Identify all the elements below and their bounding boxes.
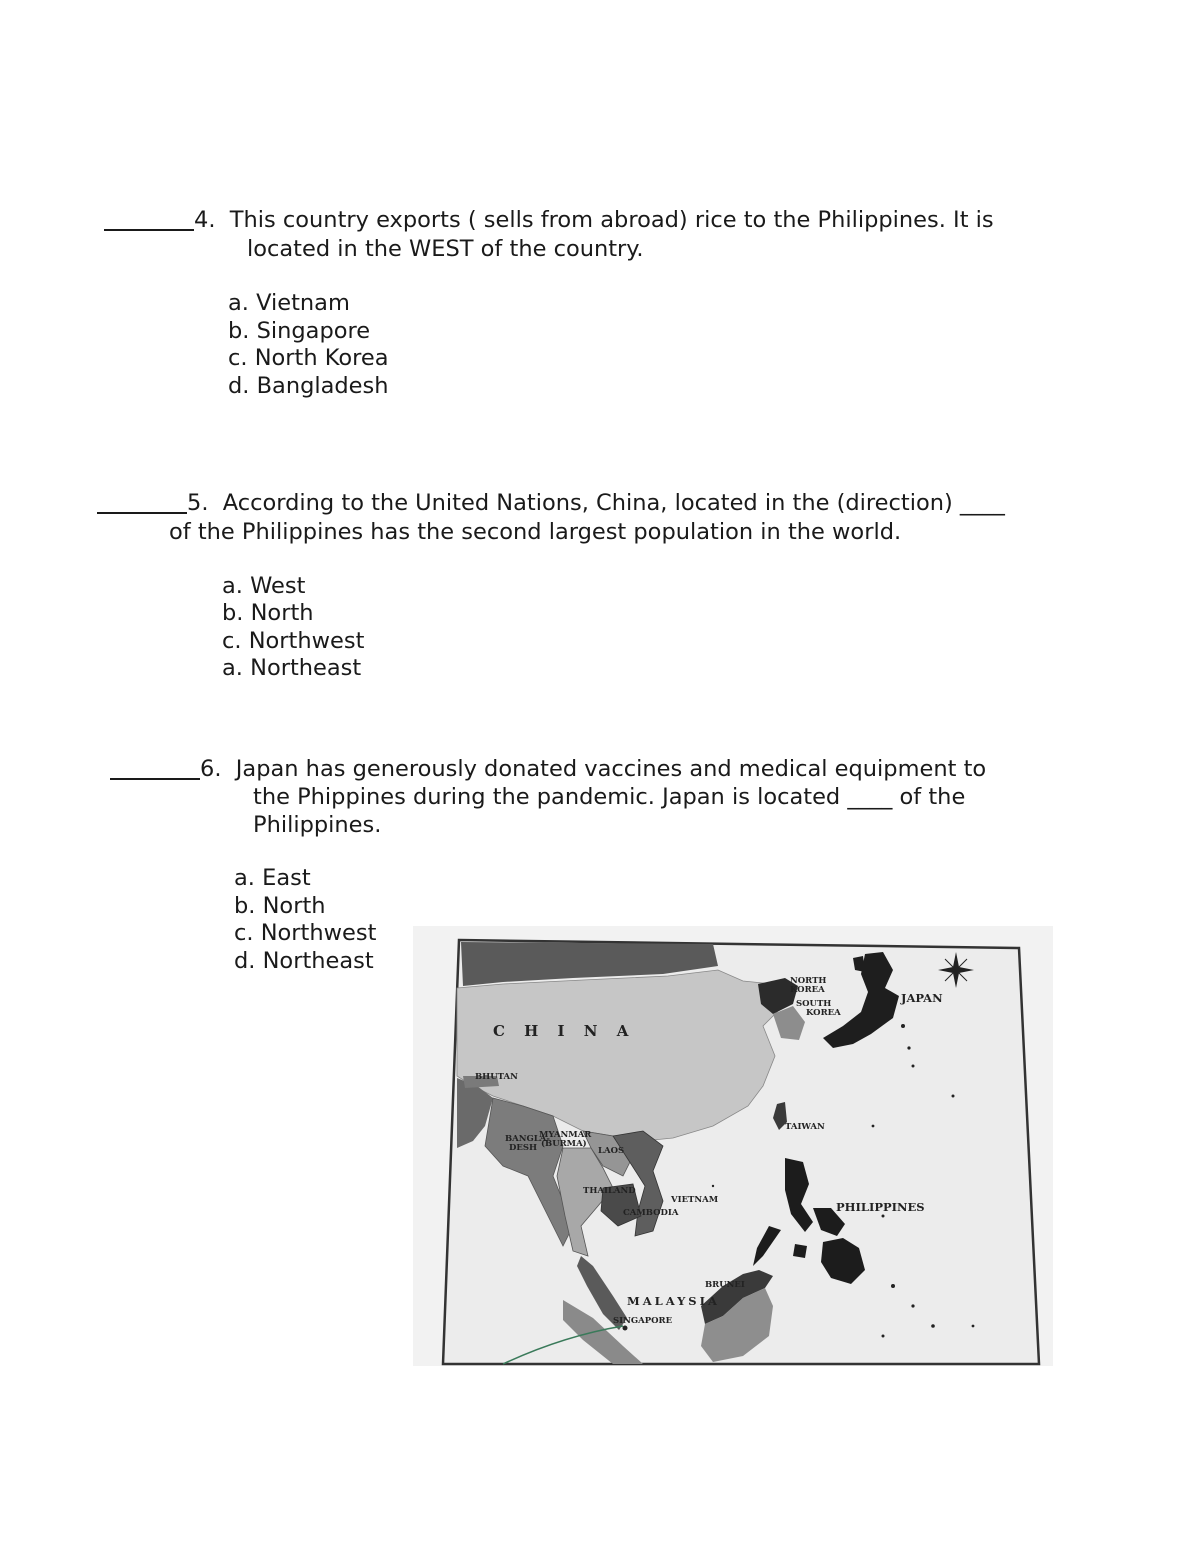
question-5-line-1 (97, 489, 1005, 517)
label-bhutan: BHUTAN (475, 1072, 518, 1082)
option-a[interactable]: a. East (234, 865, 311, 891)
label-bangladesh-1: BANGLA- (505, 1134, 550, 1144)
option-c[interactable]: c. Northwest (222, 628, 365, 654)
option-a[interactable]: a. Vietnam (228, 290, 350, 316)
question-4-line-1 (104, 206, 994, 234)
question-4-line-2: located in the WEST of the country. (247, 236, 644, 262)
question-6-line-3: Philippines. (253, 812, 382, 838)
option-b[interactable]: b. North (222, 600, 314, 626)
option-c[interactable]: c. Northwest (234, 920, 377, 946)
label-philippines: PHILIPPINES (836, 1200, 925, 1214)
label-singapore: SINGAPORE (613, 1316, 673, 1326)
question-number: 4. (194, 207, 216, 233)
option-d[interactable]: a. Northeast (222, 655, 362, 681)
option-b[interactable]: b. North (234, 893, 326, 919)
question-5-line-2: of the Philippines has the second largest population in the world. (169, 519, 902, 545)
label-vietnam: VIETNAM (671, 1195, 719, 1205)
question-number: 5. (187, 490, 209, 516)
option-d[interactable]: d. Northeast (234, 948, 374, 974)
label-bangladesh-2: DESH (509, 1143, 538, 1153)
question-6-line-2: the Phippines during the pandemic. Japan is located ____ of the (253, 784, 966, 810)
question-6-line-1 (110, 755, 986, 783)
label-laos: LAOS (598, 1146, 625, 1156)
label-south-korea-2: KOREA (806, 1008, 841, 1018)
answer-blank[interactable] (104, 207, 194, 233)
option-b[interactable]: b. Singapore (228, 318, 371, 344)
answer-blank[interactable] (110, 756, 200, 782)
answer-blank[interactable] (97, 490, 187, 516)
label-malaysia: MALAYSIA (627, 1294, 720, 1308)
question-number: 6. (200, 756, 222, 782)
label-myanmar-1: MYANMAR (539, 1130, 592, 1140)
option-a[interactable]: a. West (222, 573, 306, 599)
label-north-korea-2: KOREA (790, 985, 825, 995)
label-thailand: THAILAND (583, 1186, 636, 1196)
label-myanmar-2: (BURMA) (541, 1139, 587, 1149)
option-d[interactable]: d. Bangladesh (228, 373, 389, 399)
label-south-korea-1: SOUTH (796, 999, 832, 1009)
label-cambodia: CAMBODIA (623, 1208, 679, 1218)
asia-map-image (413, 926, 1053, 1366)
label-japan: JAPAN (901, 991, 943, 1005)
label-china: C H I N A (493, 1022, 636, 1040)
question-text: According to the United Nations, China, located in the (direction) ____ (222, 490, 1005, 516)
question-text: Japan has generously donated vaccines and medical equipment to (235, 756, 987, 782)
option-c[interactable]: c. North Korea (228, 345, 389, 371)
label-north-korea-1: NORTH (790, 976, 827, 986)
question-text: This country exports ( sells from abroad) rice to the Philippines. It is (229, 207, 994, 233)
label-brunei: BRUNEI (705, 1280, 745, 1290)
label-taiwan: TAIWAN (785, 1122, 825, 1132)
